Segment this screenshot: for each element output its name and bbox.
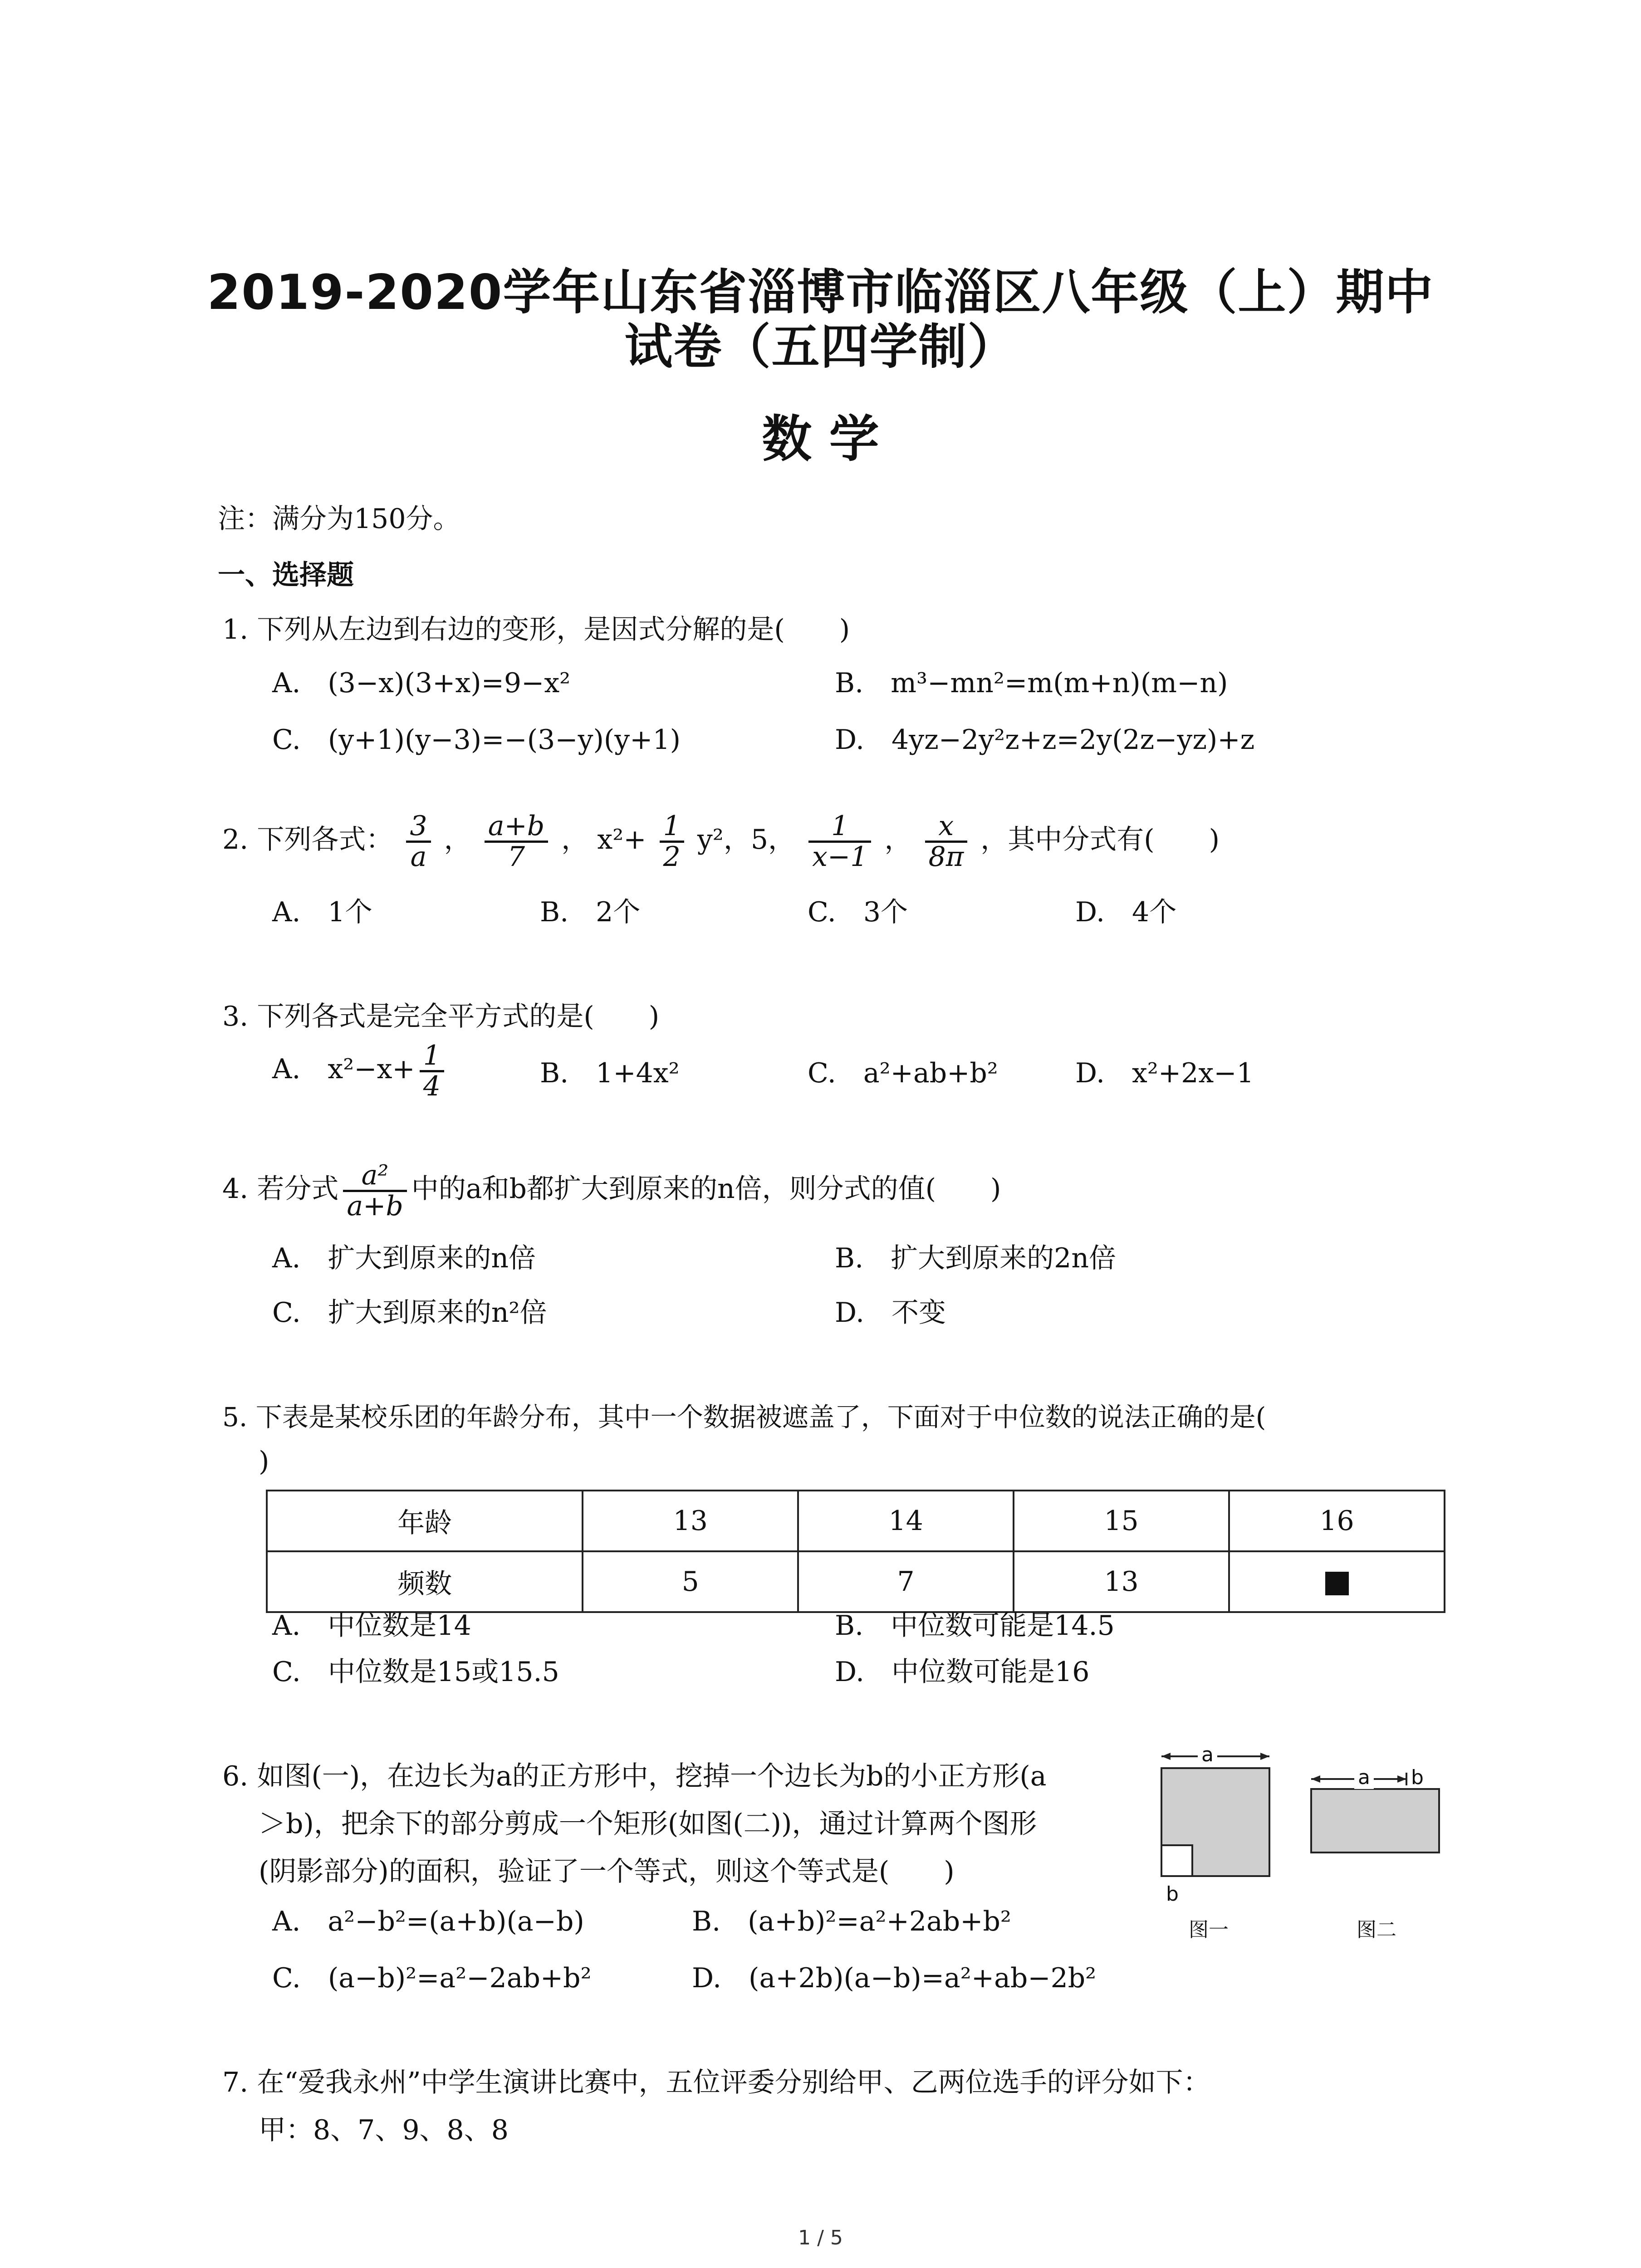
q6-line-3: (阴影部分)的面积，验证了一个等式，则这个等式是( ) [259,1856,955,1887]
q4-stem [222,1161,1001,1221]
q1-option-d: D. 4yz−2y²z+z=2y(2z−yz)+z [835,724,1255,756]
q4-fraction: $\frac{\text{a²}}{a+b}$ [343,1161,407,1221]
covered-value-square [1325,1572,1349,1595]
table-cell: 5 [583,1551,798,1612]
q4-option-a: A. 扩大到原来的n倍 [272,1242,536,1274]
figure-1-label-a: a [1198,1743,1217,1766]
q4-option-c: C. 扩大到原来的n²倍 [272,1297,547,1329]
q6-line-1: 6. 如图(一)，在边长为a的正方形中，挖掉一个边长为b的小正方形(a [222,1760,1047,1792]
q1-option-c: C. (y+1)(y−3)=−(3−y)(y+1) [272,724,681,756]
q4-option-d: D. 不变 [835,1297,946,1329]
q6-option-d: D. (a+2b)(a−b)=a²+ab−2b² [692,1962,1097,1994]
q6-option-b: B. (a+b)²=a²+2ab+b² [692,1906,1011,1937]
q3-option-d: D. x²+2x−1 [1075,1057,1254,1089]
q3-option-a-fraction: $\frac{1}{4}$ [420,1041,444,1101]
q2-fraction-2: $\frac{a+b}{7}$ [485,812,548,871]
q1-option-b: B. m³−mn²=m(m+n)(m−n) [835,667,1228,699]
q2-option-c: C. 3个 [808,896,908,928]
title-line-2: 试卷（五四学制） [624,319,1017,375]
table-row [267,1491,1445,1551]
table-cell: 15 [1014,1491,1229,1551]
table-cell: 14 [798,1491,1014,1551]
table-row [267,1551,1445,1612]
q4-lead: 4. 若分式 [222,1173,339,1205]
q2-tail: ，其中分式有( ) [980,824,1220,856]
q3-option-b: B. 1+4x² [540,1057,680,1089]
q4-tail: 中的a和b都扩大到原来的n倍，则分式的值( ) [411,1173,1001,1205]
table-cell: 16 [1229,1491,1445,1551]
q1-option-a: A. (3−x)(3+x)=9−x² [272,667,571,699]
q2-fraction-4: $\frac{1}{x-1}$ [808,812,871,871]
q2-option-b: B. 2个 [540,896,641,928]
table-cell: 13 [583,1491,798,1551]
q3-stem: 3. 下列各式是完全平方式的是( ) [222,1001,660,1032]
score-note: 注：满分为150分。 [218,503,460,535]
q2-separator: ， [444,824,471,856]
q5-option-c: C. 中位数是15或15.5 [272,1656,559,1688]
q5-option-a: A. 中位数是14 [272,1610,471,1642]
q6-option-c: C. (a−b)²=a²−2ab+b² [272,1962,592,1994]
q3-option-c: C. a²+ab+b² [808,1057,998,1089]
q2-fraction-3: $\frac{1}{2}$ [660,812,684,871]
figure-2-rectangle-diagram [1307,1769,1452,1905]
q5-option-b: B. 中位数可能是14.5 [835,1610,1115,1642]
q4-option-b: B. 扩大到原来的2n倍 [835,1242,1116,1274]
table-cell: 年龄 [267,1491,583,1551]
q2-lead: 2. 下列各式： [222,824,393,856]
section-heading: 一、选择题 [218,559,354,591]
q2-option-d: D. 4个 [1075,896,1177,928]
table-cell: 13 [1014,1551,1229,1612]
age-frequency-table [266,1490,1445,1613]
q7-line-2: 甲：8、7、9、8、8 [259,2114,509,2146]
q2-option-a: A. 1个 [272,896,372,928]
table-cell-covered [1229,1551,1445,1612]
table-cell: 7 [798,1551,1014,1612]
page-number: 1 / 5 [798,2226,843,2249]
q5-stem: 5. 下表是某校乐团的年龄分布，其中一个数据被遮盖了，下面对于中位数的说法正确的是( [222,1402,1266,1432]
q2-separator: ， [561,824,589,856]
figure-1-label-b: b [1166,1882,1179,1906]
figure-2-label-b: b [1411,1766,1424,1789]
subject-title: 数 学 [762,410,879,468]
q3-option-a-expr: A. x²−x+ [272,1053,415,1085]
q6-option-a: A. a²−b²=(a+b)(a−b) [272,1906,584,1937]
q2-fraction-5: $\frac{x}{8\pi}$ [925,812,968,871]
q5-option-d: D. 中位数可能是16 [835,1656,1090,1688]
q6-line-2: ＞b)，把余下的部分剪成一个矩形(如图(二))，通过计算两个图形 [259,1808,1037,1840]
table-cell: 频数 [267,1551,583,1612]
q7-line-1: 7. 在“爱我永州”中学生演讲比赛中，五位评委分别给甲、乙两位选手的评分如下： [222,2067,1210,2098]
q5-stem-continued: ) [259,1446,269,1477]
q2-fraction-1: $\frac{3}{a}$ [406,812,431,871]
q2-expr-part: x²+ [597,824,647,856]
figure-2-caption: 图二 [1357,1918,1396,1941]
q2-expr-part: y²，5， [697,824,795,856]
q2-separator: ， [884,824,912,856]
figure-2-label-a: a [1354,1766,1374,1789]
title-line-1: 2019-2020学年山东省淄博市临淄区八年级（上）期中 [207,264,1434,320]
figure-1-caption: 图一 [1189,1918,1229,1941]
q3-option-a [272,1041,449,1101]
q2-stem [222,812,1220,871]
figure-1-square-diagram [1152,1746,1288,1937]
q1-stem: 1. 下列从左边到右边的变形，是因式分解的是( ) [222,614,850,645]
